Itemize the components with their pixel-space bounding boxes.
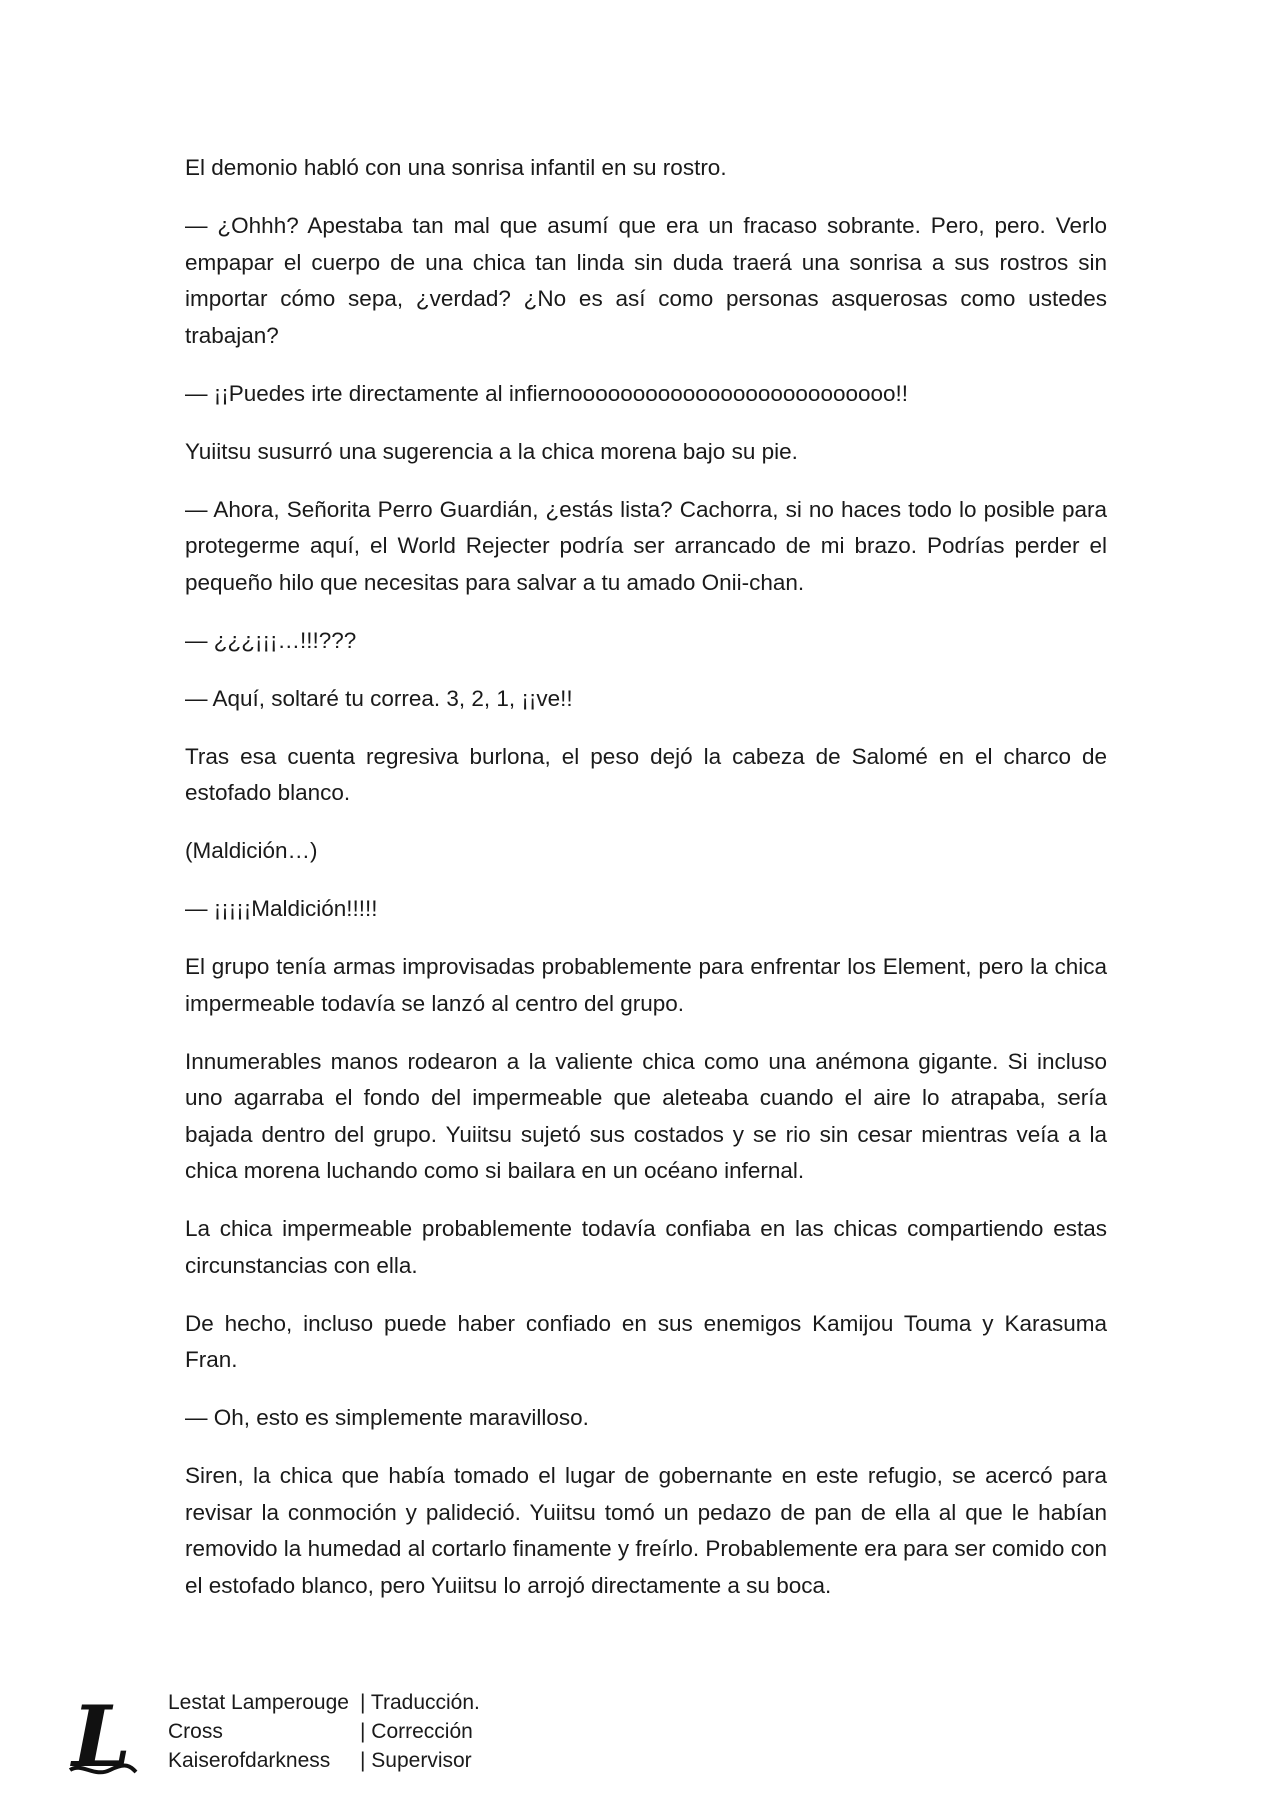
gothic-l-logo bbox=[68, 1696, 138, 1776]
paragraph: Siren, la chica que había tomado el lugar de gobernante en este refugio, se acercó para revisar la conmoción y palideció. Yuiitsu tomó un pedazo de pan de ella al que le habían removido la humedad al cortarlo finamente y freírlo. Probablemente era para ser comido con el estofado blanco, pero Yuiitsu lo arrojó directamente a su boca. bbox=[185, 1463, 1107, 1598]
logo-letter: L bbox=[72, 1696, 132, 1776]
credit-name: Kaiserofdarkness bbox=[168, 1749, 331, 1772]
paragraph: — Aquí, soltaré tu correa. 3, 2, 1, ¡¡ve!! bbox=[185, 685, 573, 711]
paragraph: — ¡¡¡¡¡Maldición!!!!! bbox=[185, 896, 378, 921]
paragraph: La chica impermeable probablemente todavía confiaba en las chicas compartiendo estas circunstancias con ella. bbox=[185, 1216, 1107, 1278]
credit-row bbox=[168, 1717, 480, 1746]
paragraph: — ¿Ohhh? Apestaba tan mal que asumí que era un fracaso sobrante. Pero, pero. Verlo empapar el cuerpo de una chica tan linda sin duda traerá una sonrisa a sus rostros sin importar cómo sepa, ¿verdad? ¿No es así como personas asquerosas como ustedes trabajan? bbox=[185, 213, 1107, 348]
paragraph: (Maldición…) bbox=[185, 838, 318, 863]
paragraph: — Oh, esto es simplemente maravilloso. bbox=[185, 1405, 589, 1430]
credit-name: Lestat Lamperouge bbox=[168, 1691, 349, 1714]
credit-row bbox=[168, 1688, 480, 1717]
paragraph: — ¿¿¿¡¡¡…!!!??? bbox=[185, 627, 357, 653]
credit-name: Cross bbox=[168, 1720, 223, 1743]
credit-row bbox=[168, 1746, 480, 1775]
paragraph: Yuiitsu susurró una sugerencia a la chica morena bajo su pie. bbox=[185, 438, 798, 464]
credit-role: | Traducción. bbox=[360, 1688, 480, 1717]
paragraph: De hecho, incluso puede haber confiado en sus enemigos Kamijou Touma y Karasuma Fran. bbox=[185, 1310, 1107, 1372]
credit-role: | Corrección bbox=[360, 1717, 473, 1746]
paragraph: Innumerables manos rodearon a la valiente chica como una anémona gigante. Si incluso uno agarraba el fondo del impermeable que aleteaba cuando el aire lo atrapaba, sería bajada dentro del grupo. Yuiitsu sujetó sus costados y se rio sin cesar mientras veía a la chica morena luchando como si bailara en un océano infernal. bbox=[185, 1048, 1107, 1183]
credits bbox=[168, 1688, 480, 1775]
paragraph: El grupo tenía armas improvisadas probablemente para enfrentar los Element, pero la chica impermeable todavía se lanzó al centro del grupo. bbox=[185, 954, 1107, 1016]
paragraph: — ¡¡Puedes irte directamente al infiernoooooooooooooooooooooooooo!! bbox=[185, 380, 909, 406]
paragraph: — Ahora, Señorita Perro Guardián, ¿estás lista? Cachorra, si no haces todo lo posible para protegerme aquí, el World Rejecter podría ser arrancado de mi brazo. Podrías perder el pequeño hilo que necesitas para salvar a tu amado Onii-chan. bbox=[185, 496, 1107, 595]
body-text bbox=[185, 150, 1107, 1626]
credit-role: | Supervisor bbox=[360, 1746, 472, 1775]
paragraph: El demonio habló con una sonrisa infantil en su rostro. bbox=[185, 155, 727, 180]
paragraph: Tras esa cuenta regresiva burlona, el peso dejó la cabeza de Salomé en el charco de estofado blanco. bbox=[185, 743, 1107, 805]
